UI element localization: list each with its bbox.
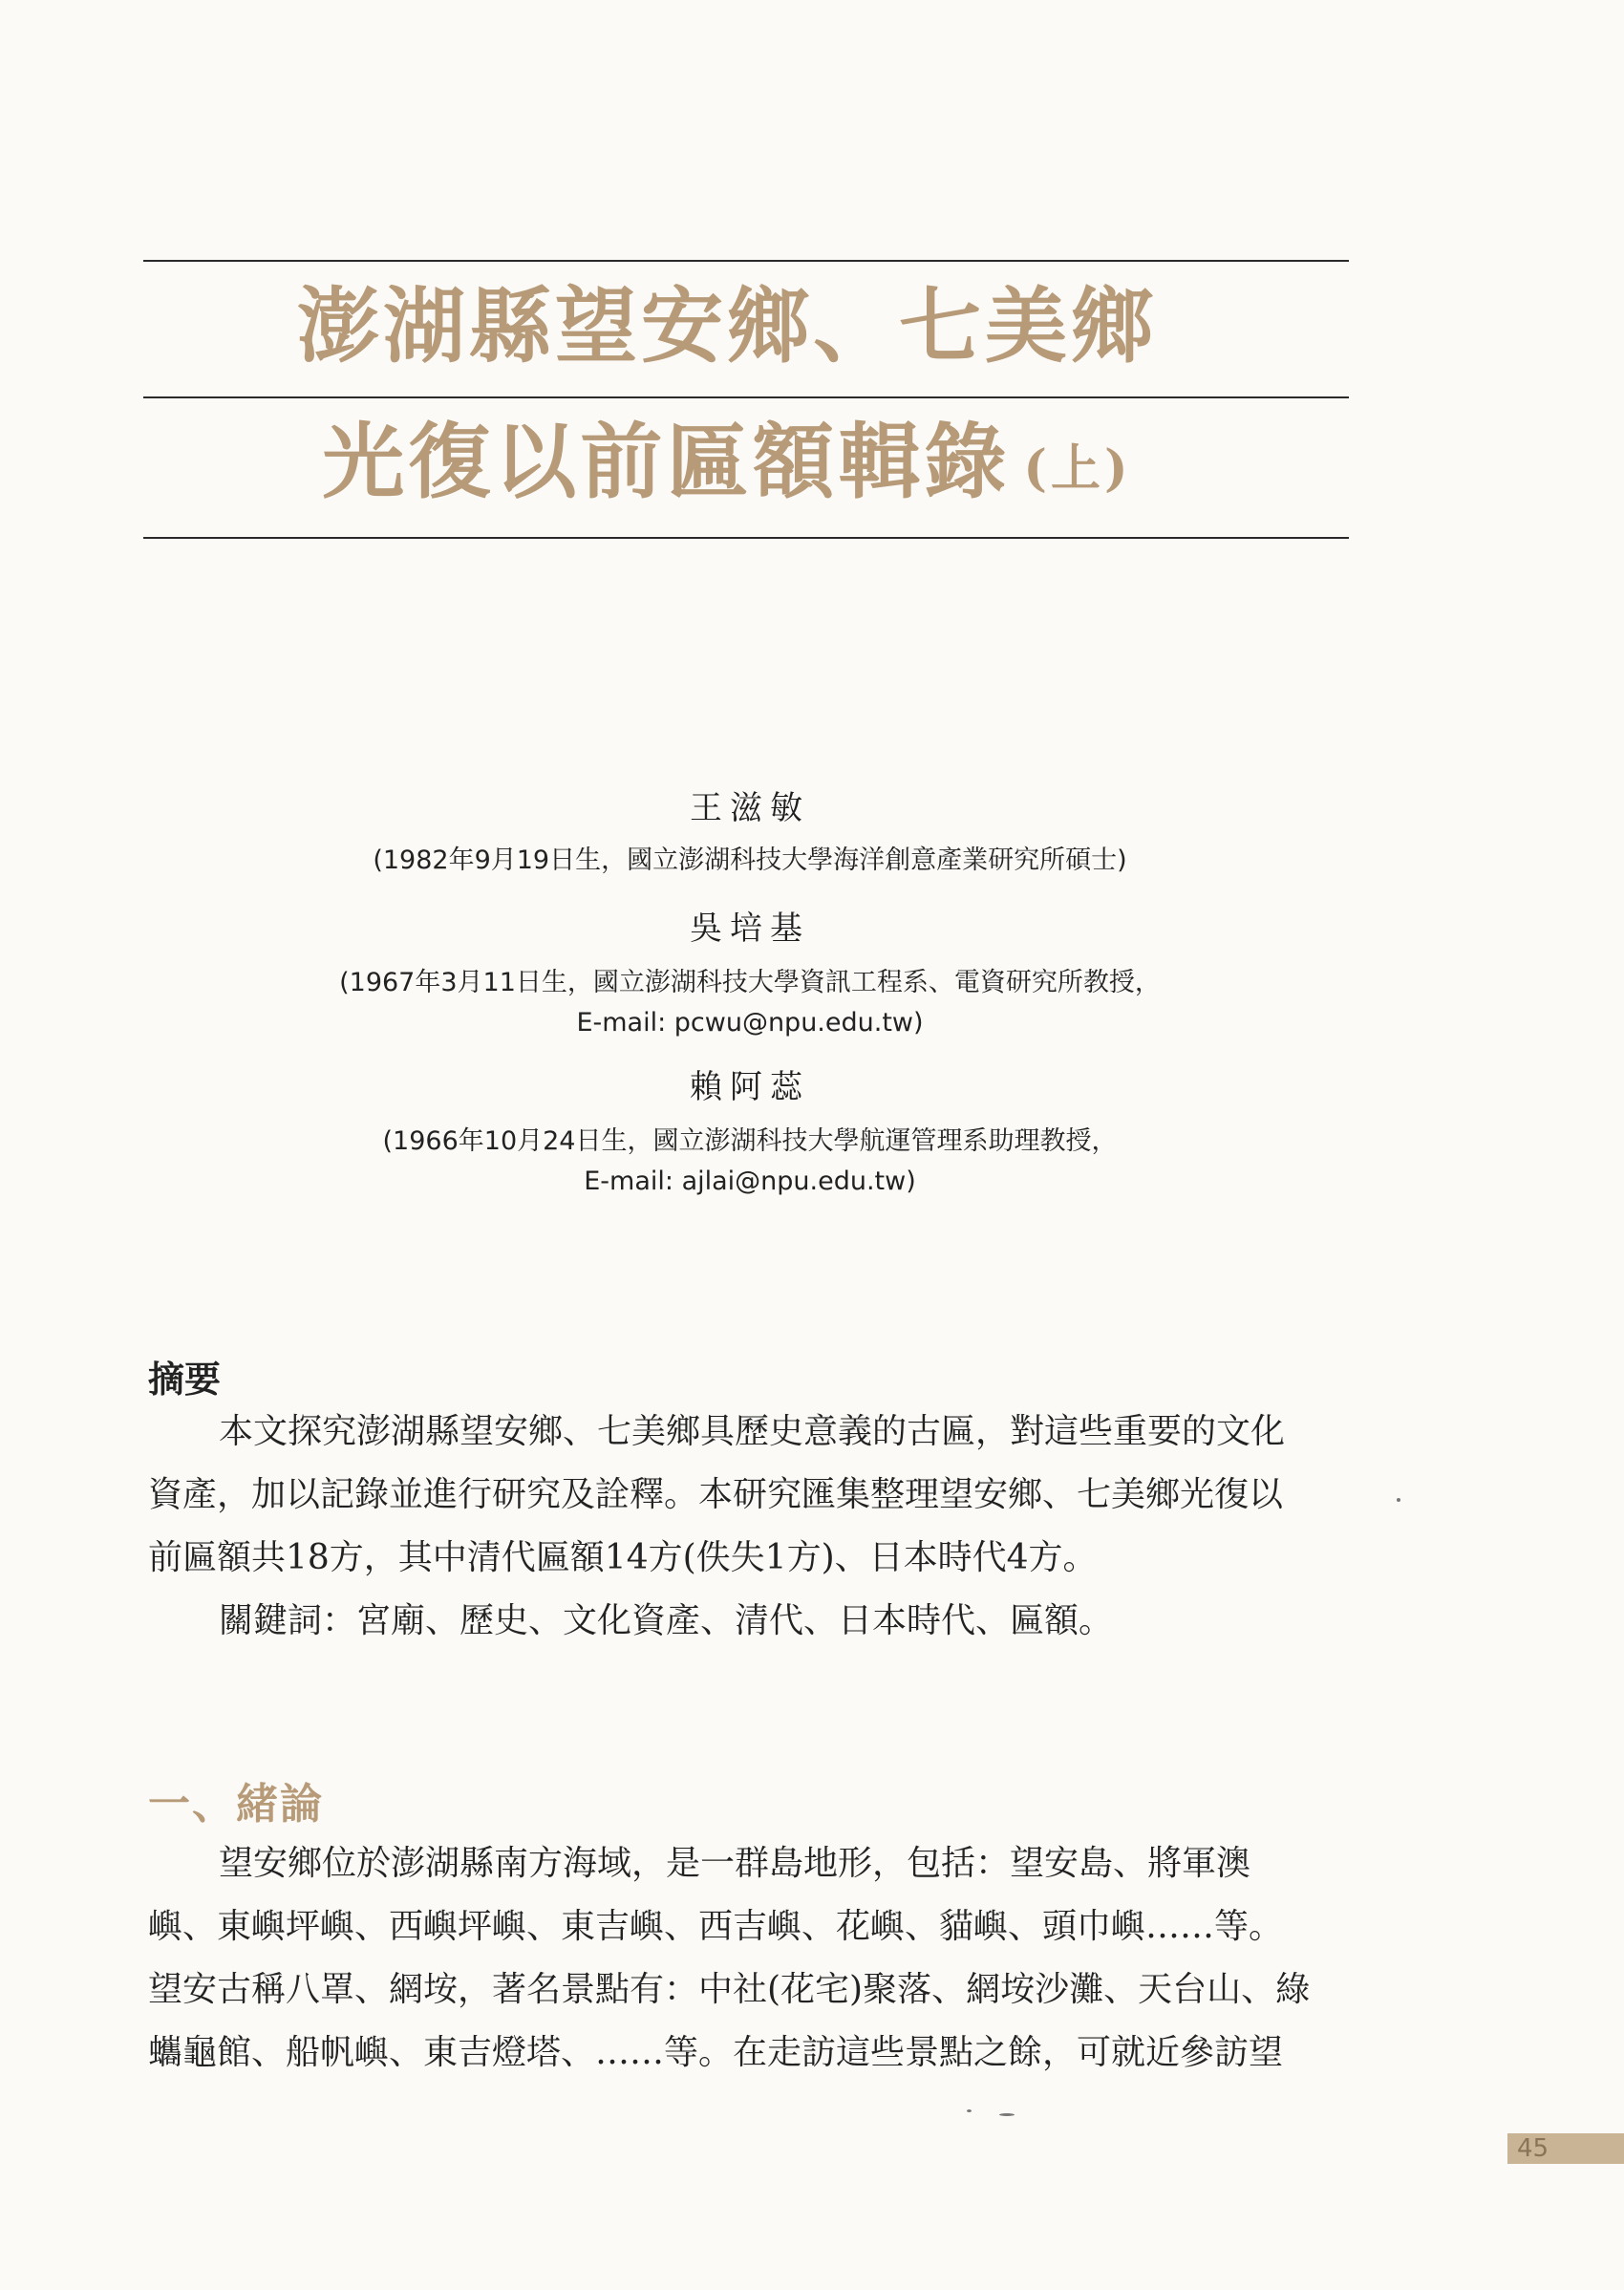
body-line: 蠵龜館、船帆嶼、東吉燈塔、……等。在走訪這些景點之餘，可就近參訪望 xyxy=(148,2033,1284,2072)
author-affiliation xyxy=(0,841,1500,881)
author-affiliation xyxy=(0,1122,1500,1202)
section-body xyxy=(148,1832,1361,2085)
abstract-line: 本文探究澎湖縣望安鄉、七美鄉具歷史意義的古匾，對這些重要的文化 xyxy=(219,1412,1286,1451)
scan-speck xyxy=(1397,1498,1400,1502)
author-affiliation xyxy=(0,963,1500,1043)
title-middle-rule xyxy=(143,396,1349,398)
title-top-rule xyxy=(143,260,1349,262)
author-name: 王滋敏 xyxy=(690,789,810,827)
abstract-body xyxy=(148,1401,1361,1653)
title-line-1 xyxy=(124,269,1330,384)
author-name: 賴阿蕊 xyxy=(690,1068,810,1106)
scan-speck xyxy=(967,2109,972,2112)
author-name: 吳培基 xyxy=(690,910,810,948)
abstract-line: 資產，加以記錄並進行研究及詮釋。本研究匯集整理望安鄉、七美鄉光復以 xyxy=(148,1475,1284,1514)
affiliation-line: (1982年9月19日生，國立澎湖科技大學海洋創意產業研究所碩士) xyxy=(373,845,1127,875)
keywords-line: 關鍵詞：宮廟、歷史、文化資產、清代、日本時代、匾額。 xyxy=(219,1601,1114,1640)
affiliation-email: E-mail: ajlai@npu.edu.tw) xyxy=(584,1166,916,1196)
body-line: 望安古稱八罩、網垵，著名景點有：中社(花宅)聚落、網垵沙灘、天台山、綠 xyxy=(148,1970,1311,2009)
title-line-2 xyxy=(124,405,1330,526)
title-bottom-rule xyxy=(143,537,1349,539)
body-line: 望安鄉位於澎湖縣南方海域，是一群島地形，包括：望安島、將軍澳 xyxy=(219,1844,1251,1883)
page-number: 45 xyxy=(1507,2133,1624,2164)
scan-speck xyxy=(999,2113,1015,2116)
title-line-1-text: 澎湖縣望安鄉、七美鄉 xyxy=(297,278,1157,375)
abstract-line: 前匾額共18方，其中清代匾額14方(佚失1方)、日本時代4方。 xyxy=(148,1538,1098,1577)
section-heading: 一、緒論 xyxy=(148,1780,324,1829)
affiliation-line: (1966年10月24日生，國立澎湖科技大學航運管理系助理教授， xyxy=(382,1126,1118,1156)
title-line-2-text: 光復以前匾額輯錄 xyxy=(322,414,1011,510)
affiliation-email: E-mail: pcwu@npu.edu.tw) xyxy=(576,1008,924,1038)
body-line: 嶼、東嶼坪嶼、西嶼坪嶼、東吉嶼、西吉嶼、花嶼、貓嶼、頭巾嶼……等。 xyxy=(148,1907,1284,1946)
abstract-heading: 摘要 xyxy=(148,1359,222,1401)
title-part-marker: (上) xyxy=(1023,439,1132,498)
affiliation-line: (1967年3月11日生，國立澎湖科技大學資訊工程系、電資研究所教授， xyxy=(339,968,1161,997)
